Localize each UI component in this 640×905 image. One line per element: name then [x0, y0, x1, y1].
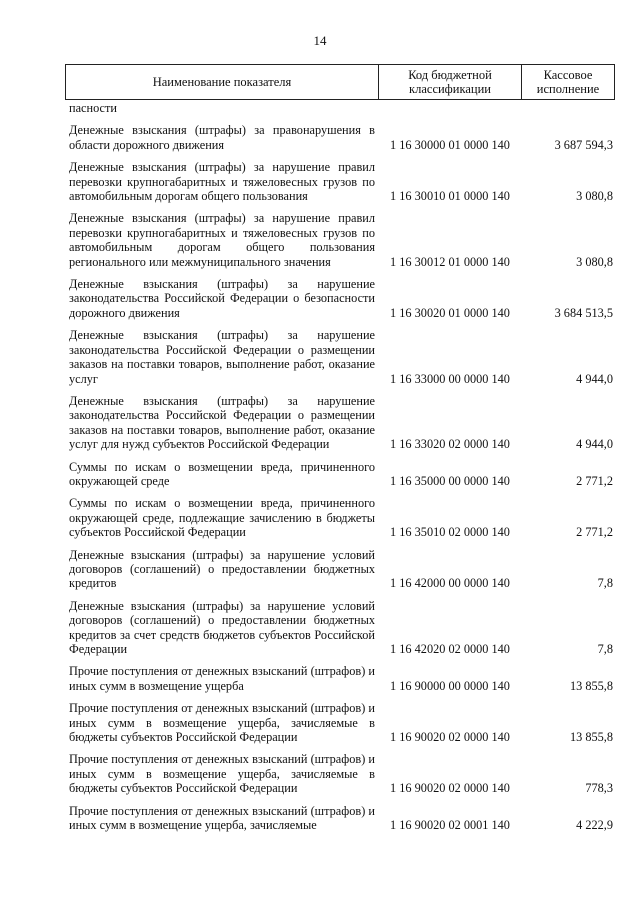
table-body: [65, 101, 615, 832]
row-code: 1 16 90020 02 0001 140: [390, 818, 510, 833]
table-row: [65, 160, 615, 203]
row-name: Денежные взыскания (штрафы) за нарушение условий договоров (соглашений) о предоставлении бюджетных кредитов: [69, 547, 375, 591]
table-row: [65, 548, 615, 591]
row-code: 1 16 33020 02 0000 140: [390, 437, 510, 452]
row-name: Денежные взыскания (штрафы) за нарушение законодательства Российской Федерации о размещении заказов на поставки товаров, выполнение работ, оказание услуг: [69, 328, 375, 386]
row-code: 1 16 90020 02 0000 140: [390, 730, 510, 745]
page-number: 14: [313, 33, 327, 48]
row-name: Прочие поступления от денежных взысканий (штрафов) и иных сумм в возмещение ущерба, зачисляемые в бюджеты субъектов Российской Федерации: [69, 701, 375, 745]
row-execution: 7,8: [597, 576, 613, 591]
table-row: [65, 664, 615, 693]
table-header: [65, 64, 615, 100]
row-name: Прочие поступления от денежных взысканий (штрафов) и иных сумм в возмещение ущерба: [69, 664, 375, 693]
row-execution: 3 080,8: [576, 189, 613, 204]
row-name: Денежные взыскания (штрафы) за нарушение условий договоров (соглашений) о предоставлении бюджетных кредитов за счет средств бюджетов субъектов Российской Федерации: [69, 598, 375, 656]
row-name: Денежные взыскания (штрафы) за правонарушения в области дорожного движения: [69, 123, 375, 152]
table-row: [65, 123, 615, 152]
row-execution: 2 771,2: [576, 525, 613, 540]
row-name: Денежные взыскания (штрафы) за нарушение законодательства Российской Федерации о размещении заказов на поставки товаров, выполнение работ, оказание услуг для нужд субъектов Российской Федерации: [69, 393, 375, 452]
row-name: Денежные взыскания (штрафы) за нарушение правил перевозки крупногабаритных и тяжеловесных грузов по автомобильным дорогам общего пользования регионального или межмуниципального значения: [69, 211, 375, 269]
row-code: 1 16 42000 00 0000 140: [390, 576, 510, 591]
row-code: 1 16 30012 01 0000 140: [390, 254, 510, 269]
row-execution: 3 080,8: [576, 254, 613, 269]
table-row: [65, 211, 615, 269]
row-execution: 4 944,0: [576, 371, 613, 386]
budget-table: [65, 64, 615, 832]
table-row: [65, 496, 615, 539]
row-code: 1 16 35000 00 0000 140: [390, 473, 510, 488]
row-execution: 4 944,0: [576, 437, 613, 452]
row-execution: 13 855,8: [569, 678, 613, 693]
row-execution: 2 771,2: [576, 473, 613, 488]
row-code: 1 16 30020 01 0000 140: [390, 305, 510, 320]
header-execution: Кассовое исполнение: [536, 68, 600, 96]
row-code: 1 16 42020 02 0000 140: [390, 642, 510, 656]
row-name: Денежные взыскания (штрафы) за нарушение законодательства Российской Федерации о безопасности дорожного движения: [69, 277, 375, 320]
row-name: Суммы по искам о возмещении вреда, причиненного окружающей среде: [69, 459, 375, 488]
table-row: [65, 701, 615, 744]
row-code: 1 16 33000 00 0000 140: [390, 371, 510, 386]
table-row: [65, 752, 615, 795]
table-row: [65, 277, 615, 320]
table-row: [65, 804, 615, 833]
header-code: Код бюджетной классификации: [379, 65, 522, 99]
table-row: [65, 460, 615, 489]
row-execution: 778,3: [585, 781, 613, 796]
row-name: Прочие поступления от денежных взысканий (штрафов) и иных сумм в возмещение ущерба, зачисляемые: [69, 803, 375, 833]
row-code: 1 16 90020 02 0000 140: [390, 781, 510, 796]
table-row: [65, 328, 615, 386]
row-code: 1 16 35010 02 0000 140: [390, 525, 510, 540]
row-name: Денежные взыскания (штрафы) за нарушение правил перевозки крупногабаритных и тяжеловесных грузов по автомобильным дорогам общего пользования: [69, 160, 375, 204]
row-execution: 3 687 594,3: [554, 137, 613, 152]
row-name: Суммы по искам о возмещении вреда, причиненного окружающей среде, подлежащие зачислению в бюджеты субъектов Российской Федерации: [69, 496, 375, 540]
row-code: 1 16 30010 01 0000 140: [390, 189, 510, 204]
row-code: 1 16 30000 01 0000 140: [390, 137, 510, 152]
header-name: Наименование показателя: [66, 65, 379, 99]
row-execution: 13 855,8: [569, 730, 613, 745]
row-code: 1 16 90000 00 0000 140: [390, 678, 510, 693]
table-row: [65, 394, 615, 452]
table-row: [65, 599, 615, 657]
row-execution: 4 222,9: [576, 818, 613, 833]
row-execution: 3 684 513,5: [554, 305, 613, 320]
row-name: пасности: [69, 101, 117, 115]
row-execution: 7,8: [597, 642, 613, 656]
table-row: [65, 101, 615, 115]
row-name: Прочие поступления от денежных взысканий (штрафов) и иных сумм в возмещение ущерба, зачисляемые в бюджеты субъектов Российской Федерации: [69, 752, 375, 796]
